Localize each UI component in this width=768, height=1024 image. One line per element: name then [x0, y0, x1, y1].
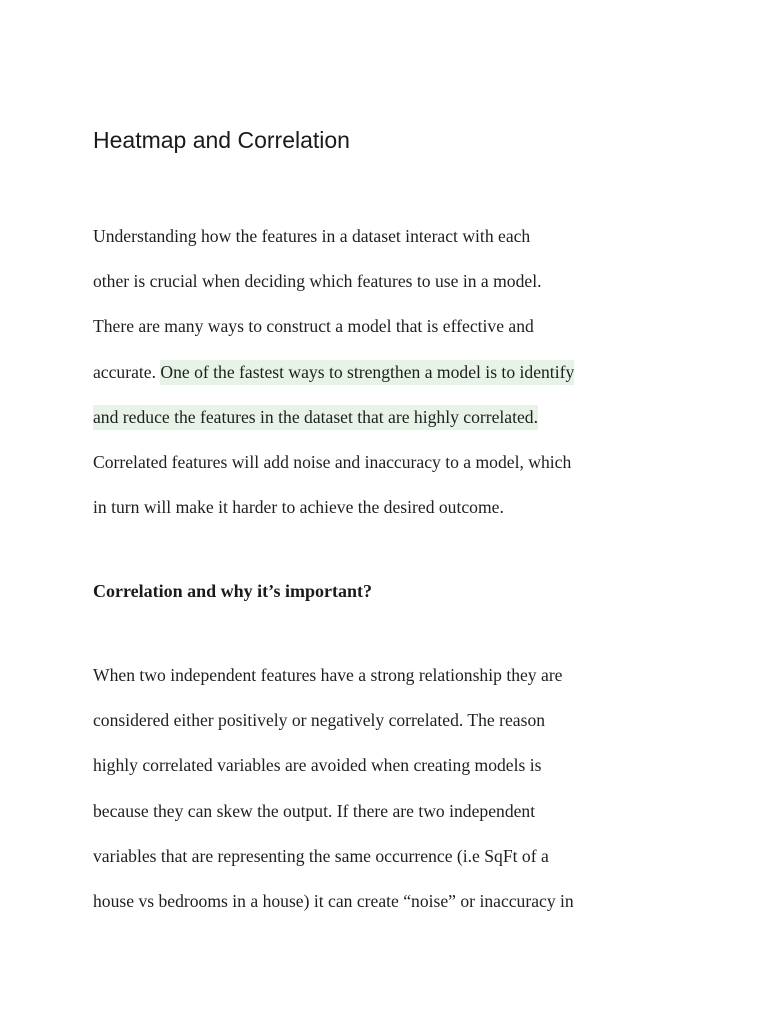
section-line: variables that are representing the same occurrence (i.e SqFt of a: [93, 845, 549, 866]
intro-line: other is crucial when deciding which features to use in a model.: [93, 271, 542, 292]
intro-line-highlighted: [93, 395, 693, 440]
section-line: because they can skew the output. If there are two independent: [93, 800, 536, 821]
intro-line: Correlated features will add noise and inaccuracy to a model, which: [93, 451, 572, 472]
section-line: considered either positively or negatively correlated. The reason: [93, 710, 546, 731]
section-paragraph: [93, 653, 693, 924]
intro-text: accurate.: [93, 361, 161, 382]
intro-line: Understanding how the features in a dataset interact with each: [93, 226, 531, 246]
intro-line: in turn will make it harder to achieve the desired outcome.: [93, 497, 504, 518]
intro-line: There are many ways to construct a model that is effective and: [93, 316, 534, 337]
section-line: house vs bedrooms in a house) it can create “noise” or inaccuracy in: [93, 890, 574, 911]
intro-line-mixed: [93, 350, 693, 395]
highlighted-text[interactable]: and reduce the features in the dataset that are highly correlated.: [93, 405, 538, 430]
intro-paragraph: [93, 214, 693, 530]
section-line: When two independent features have a strong relationship they are: [93, 665, 563, 685]
section-heading: Correlation and why it’s important?: [93, 581, 372, 601]
page-title: Heatmap and Correlation: [93, 127, 350, 153]
highlighted-text[interactable]: One of the fastest ways to strengthen a model is to identify: [160, 360, 574, 385]
section-line: highly correlated variables are avoided when creating models is: [93, 755, 542, 776]
